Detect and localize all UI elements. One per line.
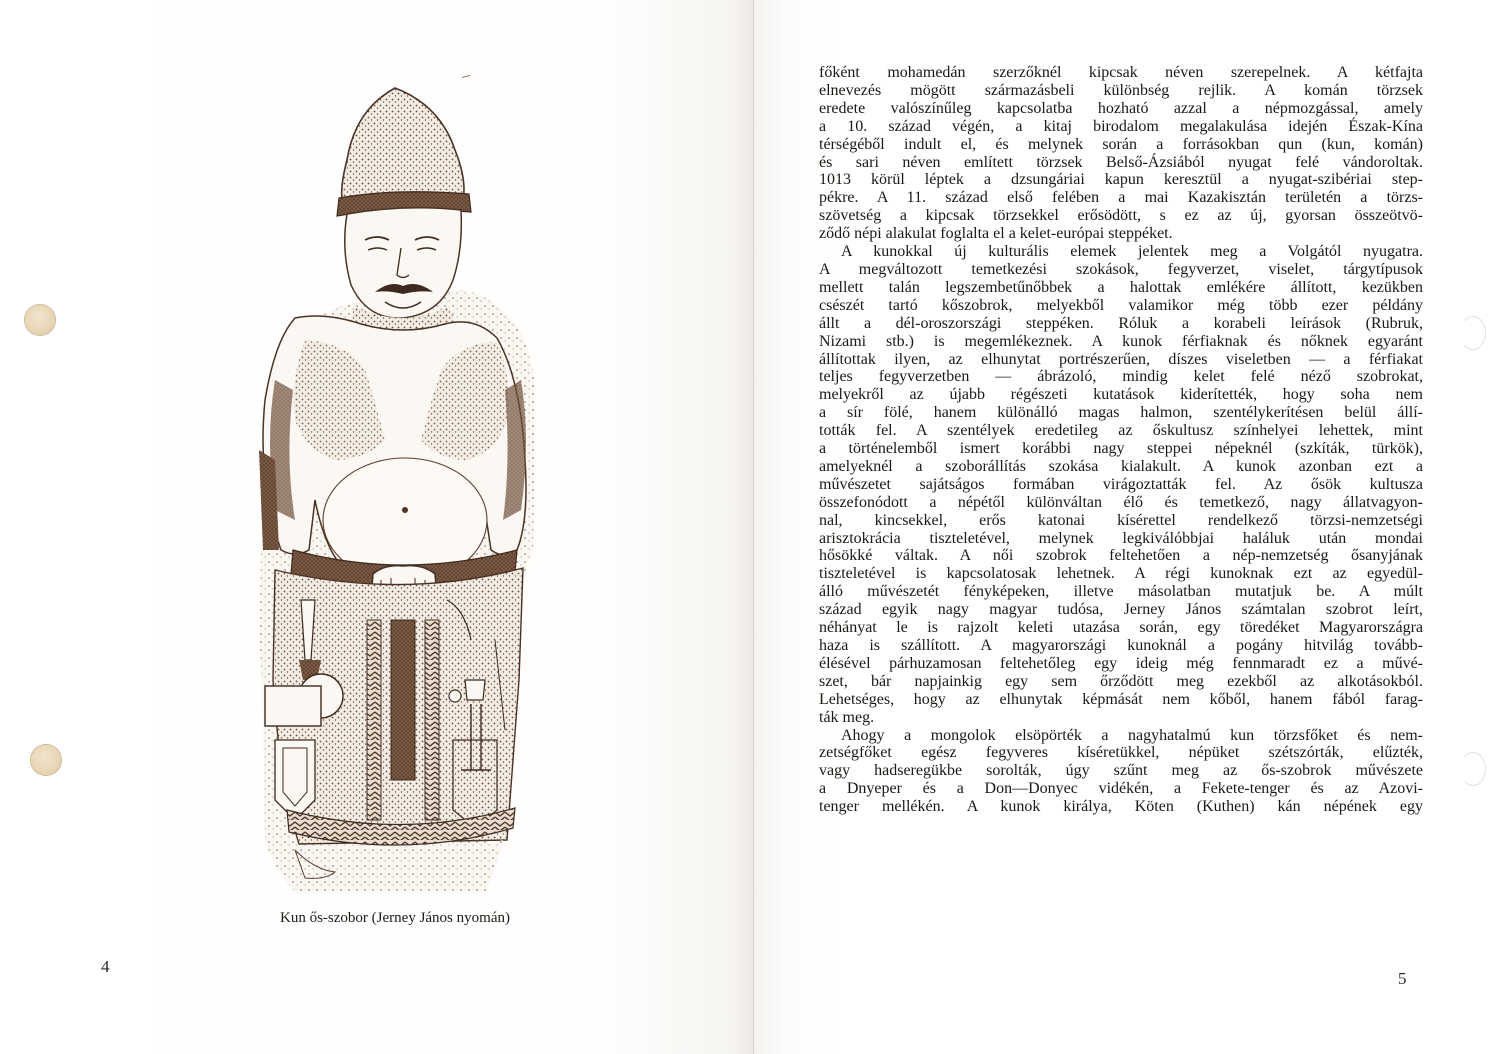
text-line: pékre. A 11. század első felében a mai Kazakisztán területén a törzs- [819, 189, 1423, 207]
text-line: arisztokrácia tiszteletével, melynek legkiválóbbjai haláluk után mondai [819, 529, 1423, 547]
text-line: vagy hadseregükbe sorolták, úgy szűnt meg az ős-szobrok művészete [819, 762, 1423, 780]
text-line: ződő népi alakulat foglalta el a kelet-európai steppéket. [819, 225, 1173, 243]
text-line: haza is szállított. A magyarországi kunoknál a pogány hitvilág tovább- [819, 637, 1423, 654]
text-line: álló művészetét fényképeken, illetve másolatban mutatjuk be. A múlt [819, 583, 1423, 601]
text-line: nal, kincsekkel, erős katonai kísérettel rendelkező törzsi-nemzetségi [819, 511, 1423, 529]
figure-caption: Kun ős-szobor (Jerney János nyomán) [280, 910, 510, 926]
text-line: Lehetséges, hogy az elhunytak képmását nem kőből, hanem fából farag- [819, 690, 1423, 708]
text-line: a 10. század végén, a kitaj birodalom megalakulása idején Észak-Kína [819, 117, 1423, 135]
text-line: állt a dél-oroszországi steppéken. Róluk a korabeli leírások (Rubruk, [819, 314, 1423, 332]
text-line: a sír fölé, hanem különálló magas halmon, szentélykerítésen belül állí- [819, 404, 1423, 422]
text-line: Nizami stb.) is megemlékeznek. A kunok férfiaknak és nőknek egyaránt [819, 332, 1423, 350]
text-line: eredete valószínűleg kapcsolatba hozható azzal a népmozgással, amely [819, 99, 1423, 117]
text-line: teljes fegyverzetben — ábrázoló, mindig kelet felé néző szobrokat, [819, 368, 1423, 386]
text-line: tiszteletével is kapcsolatosak lehetnek. A régi kunoknak ezt az egyedül- [819, 565, 1423, 583]
text-line: A megváltozott temetkezési szokások, fegyverzet, viselet, tárgytípusok [819, 260, 1423, 278]
stray-mark [462, 75, 470, 78]
text-line: Ahogy a mongolok elsöpörték a nagyhatalmú kun törzsfőket és nem- [841, 726, 1423, 744]
text-line: ták meg. [819, 708, 875, 726]
body-text [819, 64, 1423, 816]
text-line: csészét tartó kőszobrok, melyekből valamikor még több ezer példány [819, 296, 1423, 314]
page-number-left: 4 [101, 957, 110, 976]
text-line: szet, bár napjainkig egy sem őrződött meg ezekből az alkotásokból. [819, 672, 1423, 690]
punch-hole-shadow-bottom [1460, 752, 1486, 786]
punch-hole-bottom [31, 745, 61, 775]
text-line: hősökké váltak. A női szobrok feltehetően a nép-nemzetség ősanyjának [819, 547, 1423, 565]
text-line: összefonódott a népétől különváltan élő és temetkező, nagy állatvagyon- [819, 493, 1423, 511]
text-line: amelyeknél a szoborállítás szokása kialakult. A kunok azonban ezt a [819, 457, 1423, 475]
text-line: művészetet sajátságos formában virágoztatták fel. Az ősök kultusza [819, 475, 1423, 493]
text-line: melyekről az újabb régészeti kutatások kiderítették, hogy soha nem [819, 386, 1423, 404]
text-line: 1013 körül léptek a dzsungáriai kapun keresztül a nyugat-szibériai step- [819, 171, 1423, 189]
text-line: szövetség a kipcsak törzsekkel erősödött, s ez az új, gyorsan összeötvö- [819, 207, 1423, 225]
text-line: és sari néven említett törzsek Belső-Ázsiából nyugat felé vándoroltak. [819, 153, 1423, 171]
text-line: élésével párhuzamosan feltehetőleg egy ideig még fennmaradt ez a művé- [819, 654, 1423, 672]
text-line: térségéből indult el, és melynek során a forrásokban qun (kun, komán) [819, 135, 1423, 153]
statue-drawing [235, 80, 545, 900]
text-line: A kunokkal új kulturális elemek jelentek meg a Volgától nyugatra. [841, 243, 1423, 261]
text-line: tották fel. A szentélyek eredetileg az őskultusz színhelyei lehettek, mint [819, 422, 1423, 440]
text-line: főként mohamedán szerzőknél kipcsak néven szerepelnek. A kétfajta [819, 64, 1423, 81]
punch-hole-top [25, 305, 55, 335]
text-line: a Dnyeper és a Don—Donyec vidékén, a Fekete-tenger és az Azovi- [819, 780, 1423, 798]
text-line: a történelemből ismert korábbi nagy steppei népeknél (szkíták, türkök), [819, 440, 1423, 458]
punch-hole-shadow-top [1460, 316, 1486, 350]
text-line: mellett talán legszembetűnőbbek a halottak emlékére állított, kezükben [819, 278, 1423, 296]
page-number-right: 5 [1398, 969, 1407, 988]
text-line: tenger mellékén. A kunok királya, Köten (Kuthen) kán népének egy [819, 798, 1423, 816]
text-line: elnevezés mögött származásbeli különbség rejlik. A komán törzsek [819, 81, 1423, 99]
text-line: néhányat le is rajzolt keleti utazása során, egy töredéket Magyarországra [819, 619, 1423, 637]
text-line: állítottak ilyen, az elhunytat portrészerűen, díszes viseletben — a férfiakat [819, 350, 1423, 368]
text-line: század egyik nagy magyar tudósa, Jerney János számtalan szobrot leírt, [819, 601, 1423, 619]
text-line: zetségfőket egész fegyveres kíséretükkel, népüket szétszórták, elűzték, [819, 744, 1423, 762]
